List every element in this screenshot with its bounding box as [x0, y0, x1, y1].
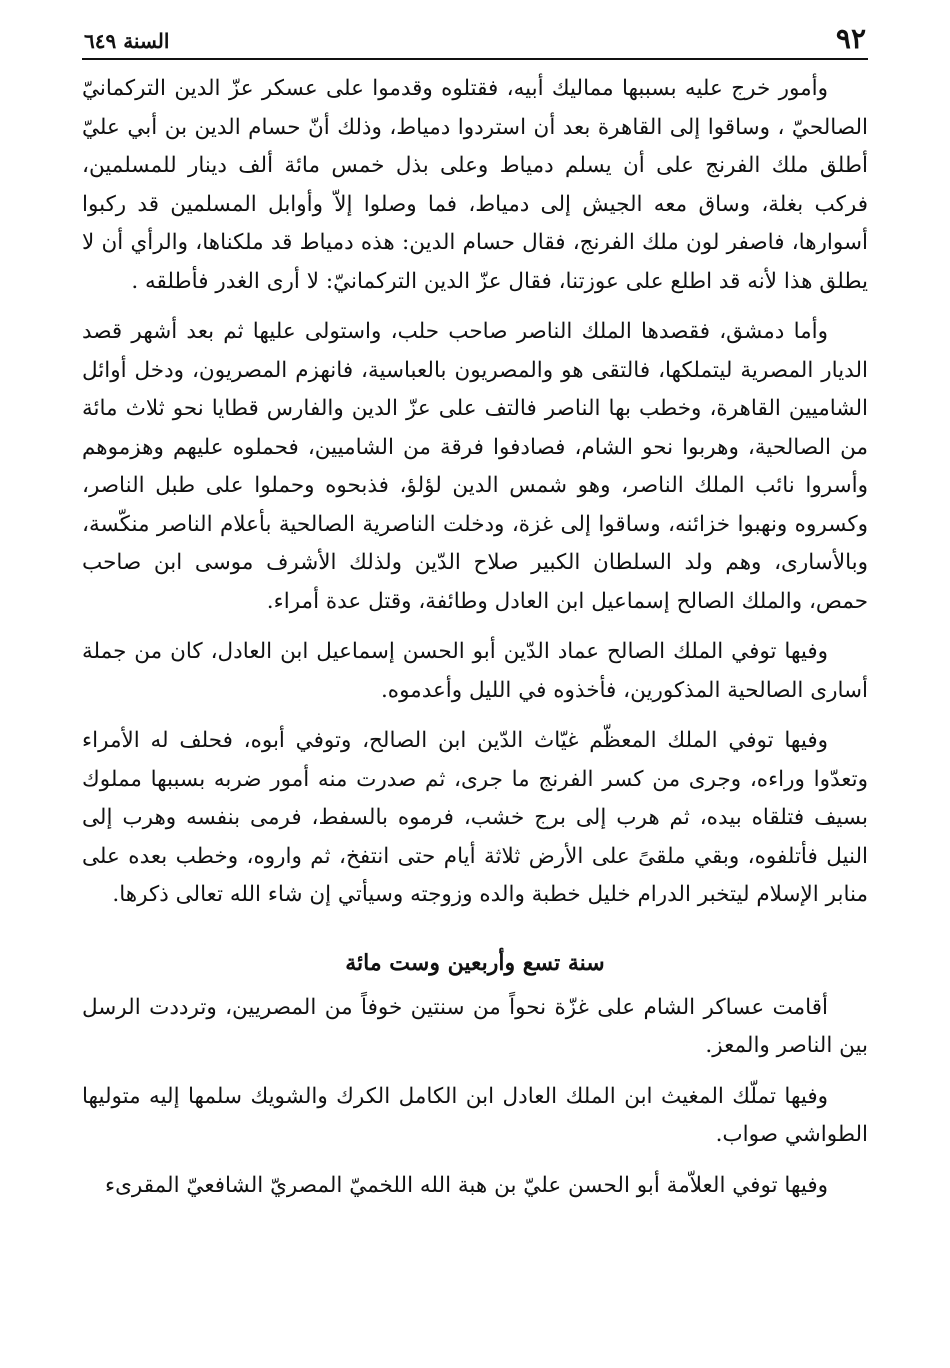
paragraph: وأما دمشق، فقصدها الملك الناصر صاحب حلب، واستولى عليها ثم بعد أشهر قصد الديار المصرية ليتملكها، فالتقى هو والمصريون بالعباسية، فانهزم المصريون، ودخل أوائل الشاميين القاهرة، وخطب بها الناصر فالتف على عزّ الدين والفارس قطايا نحو ثلاث مائة من الصالحية، وهربوا نحو الشام، فصادفوا فرقة من الشاميين، فحملوه عليهم وهزموهم وأسروا نائب الملك الناصر، وهو شمس الدين لؤلؤ، فذبحوه وحملوا على طبل الناصر، وكسروه ونهبوا خزائنه، وساقوا إلى غزة، ودخلت الناصرية الصالحية بأعلام الناصر منكّسة، وبالأسارى، وهم ولد السلطان الكبير صلاح الدّين ولذلك الأشرف موسى ابن صاحب حمص، والملك الصالح إسماعيل ابن العادل وطائفة، وقتل عدة أمراء. [82, 319, 868, 614]
paragraph: وفيها توفي العلاّمة أبو الحسن عليّ بن هبة الله اللخميّ المصريّ الشافعيّ المقرىء [104, 1172, 828, 1198]
paragraph: وأمور خرج عليه بسببها مماليك أبيه، فقتلوه وقدموا على عسكر عزّ الدين التركمانيّ الصالحيّ ، وساقوا إلى القاهرة بعد أن استردوا دمياط، وذلك أنّ حسام الدين بن أبي عليّ أطلق ملك الفرنج على أن يسلم دمياط وعلى بذل خمس مائة ألف دينار للمسلمين، فركب بغلة، وساق معه الجيش إلى دمياط، فما وصلوا إلاّ وأوابل المسلمين قد ركبوا أسوارها، فاصفر لون ملك الفرنج، فقال حسام الدين: هذه دمياط قد ملكناها، والرأي أن لا يطلق هذا لأنه قد اطلع على عوزتنا، فقال عزّ الدين التركمانيّ: لا أرى الغدر فأطلقه . [82, 76, 868, 294]
body-text [82, 70, 868, 1205]
page-number: ٩٢ [835, 22, 866, 55]
paragraph: وفيها توفي الملك المعظّم غيّاث الدّين ابن الصالح، وتوفي أبوه، فحلف له الأمراء وتعدّوا وراءه، وجرى من كسر الفرنج ما جرى، ثم صدرت منه أمور ضربه بسببها مملوك بسيف فتلقاه بيده، ثم هرب إلى برج خشب، فرموه بالسفط، فرمى بنفسه وهرب إلى النيل فأتلفوه، وبقي ملقىً على الأرض ثلاثة أيام حتى انتفخ، ثم واروه، وخطب بعده على منابر الإسلام ليتخبر الدرام خليل خطبة والده وزوجته وسيأتي إن شاء الله تعالى ذكرها. [82, 728, 868, 907]
paragraph: أقامت عساكر الشام على غزّة نحواً من سنتين خوفاً من المصريين، وترددت الرسل بين الناصر والمعز. [82, 994, 868, 1058]
running-header [82, 18, 868, 60]
book-page [82, 18, 868, 1348]
paragraph: وفيها تملّك المغيث ابن الملك العادل ابن الكامل الكرك والشويك سلمها إليه متوليها الطواشي صواب. [82, 1083, 868, 1147]
section-heading: سنة تسع وأربعين وست مائة [345, 949, 605, 976]
paragraph: وفيها توفي الملك الصالح عماد الدّين أبو الحسن إسماعيل ابن العادل، كان من جملة أسارى الصالحية المذكورين، فأخذوه في الليل وأعدموه. [82, 639, 868, 703]
year-label: السنة ٦٤٩ [84, 29, 170, 53]
